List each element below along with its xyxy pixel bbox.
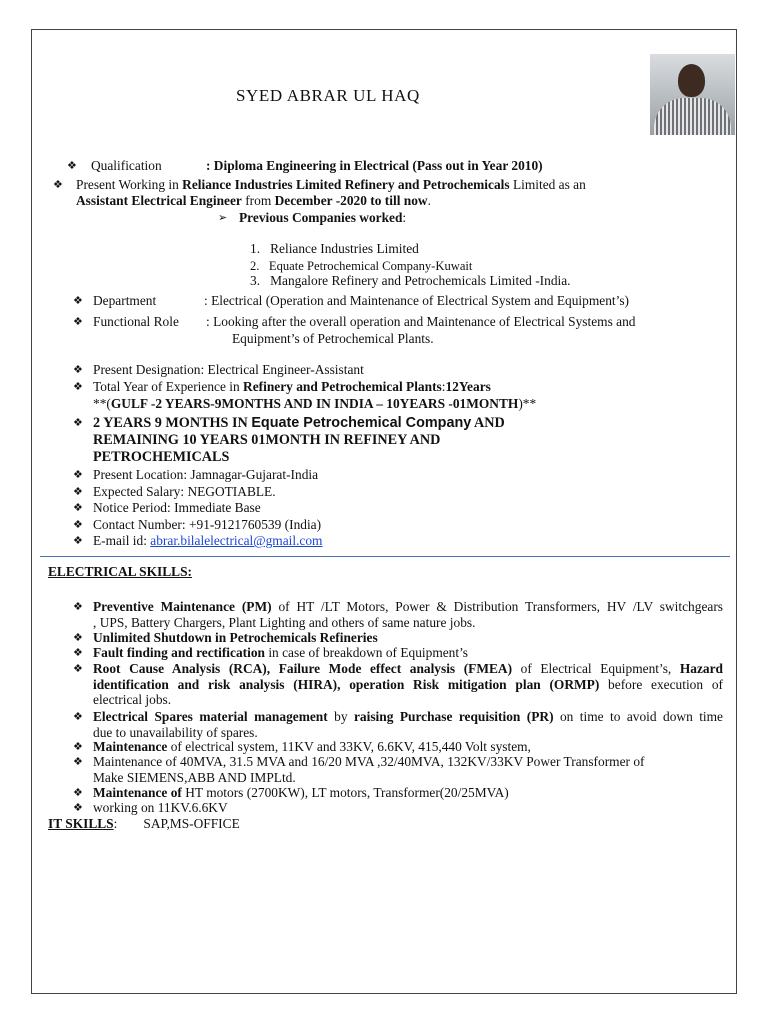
department-value: : Electrical (Operation and Maintenance of Electrical System and Equipment’s) xyxy=(204,293,629,308)
experience-detail: **(GULF -2 YEARS-9MONTHS AND IN INDIA – 10YEARS -01MONTH)** xyxy=(93,396,537,411)
skill-preventive-maintenance: Preventive Maintenance (PM) of HT /LT Motors, Power & Distribution Transformers, HV /LV switchgears , UPS, Battery Chargers, Plant Lighting and others of same nature jobs. xyxy=(93,599,723,630)
qualification-label: Qualification xyxy=(91,158,162,173)
diamond-bullet-icon: ❖ xyxy=(73,519,83,531)
email-link[interactable]: abrar.bilalelectrical@gmail.com xyxy=(150,533,323,548)
arrow-bullet-icon: ➢ xyxy=(218,212,228,224)
skill-working-voltage: working on 11KV.6.6KV xyxy=(93,800,228,815)
functional-role-continuation: Equipment’s of Petrochemical Plants. xyxy=(232,331,434,346)
diamond-bullet-icon: ❖ xyxy=(73,486,83,498)
electrical-skills-heading: ELECTRICAL SKILLS: xyxy=(48,564,193,579)
diamond-bullet-icon: ❖ xyxy=(73,469,83,481)
list-item: 1. Reliance Industries Limited xyxy=(250,241,419,256)
diamond-bullet-icon: ❖ xyxy=(73,502,83,514)
diamond-bullet-icon: ❖ xyxy=(73,787,83,799)
skill-maintenance-motors: Maintenance of HT motors (2700KW), LT motors, Transformer(20/25MVA) xyxy=(93,785,509,800)
diamond-bullet-icon: ❖ xyxy=(53,179,63,191)
diamond-bullet-icon: ❖ xyxy=(73,316,83,328)
functional-role-value: : Looking after the overall operation and Maintenance of Electrical Systems and xyxy=(206,314,636,329)
diamond-bullet-icon: ❖ xyxy=(73,663,83,675)
list-item: 3. Mangalore Refinery and Petrochemicals Limited -India. xyxy=(250,273,571,288)
diamond-bullet-icon: ❖ xyxy=(73,647,83,659)
it-skills-label: IT SKILLS xyxy=(48,816,114,831)
diamond-bullet-icon: ❖ xyxy=(73,295,83,307)
list-item: 2. Equate Petrochemical Company-Kuwait xyxy=(250,259,473,273)
qualification-value: : Diploma Engineering in Electrical (Pass out in Year 2010) xyxy=(206,158,543,173)
diamond-bullet-icon: ❖ xyxy=(73,381,83,393)
diamond-bullet-icon: ❖ xyxy=(73,632,83,644)
present-role-line: Assistant Electrical Engineer from December -2020 to till now. xyxy=(76,193,431,208)
diamond-bullet-icon: ❖ xyxy=(67,160,77,172)
skill-maintenance-system: Maintenance of electrical system, 11KV and 33KV, 6.6KV, 415,440 Volt system, xyxy=(93,739,531,754)
skill-root-cause-analysis: Root Cause Analysis (RCA), Failure Mode effect analysis (FMEA) of Electrical Equipment’s, Hazard identification and risk analysis (HIRA), operation Risk mitigation plan (ORMP) before execution of electrical jobs. xyxy=(93,661,723,708)
skill-shutdown: Unlimited Shutdown in Petrochemicals Refineries xyxy=(93,630,378,645)
diamond-bullet-icon: ❖ xyxy=(73,364,83,376)
diamond-bullet-icon: ❖ xyxy=(73,741,83,753)
skill-spares-management: Electrical Spares material management by raising Purchase requisition (PR) on time to avoid down time due to unavailability of spares. xyxy=(93,709,723,740)
it-skills-value: SAP,MS-OFFICE xyxy=(143,816,240,831)
profile-photo xyxy=(650,54,735,135)
diamond-bullet-icon: ❖ xyxy=(73,417,83,429)
present-working-text: Present Working in Reliance Industries Limited Refinery and Petrochemicals Limited as an xyxy=(76,177,586,192)
diamond-bullet-icon: ❖ xyxy=(73,601,83,613)
diamond-bullet-icon: ❖ xyxy=(73,756,83,768)
candidate-name: SYED ABRAR UL HAQ xyxy=(236,86,420,105)
diamond-bullet-icon: ❖ xyxy=(73,711,83,723)
skill-fault-finding: Fault finding and rectification in case of breakdown of Equipment’s xyxy=(93,645,469,660)
section-divider xyxy=(40,556,730,557)
skill-maintenance-transformers: Maintenance of 40MVA, 31.5 MVA and 16/20 MVA ,32/40MVA, 132KV/33KV Power Transformer of Make SIEMENS,ABB AND IMPLtd. xyxy=(93,754,645,785)
diamond-bullet-icon: ❖ xyxy=(73,802,83,814)
diamond-bullet-icon: ❖ xyxy=(73,535,83,547)
it-skills-line: IT SKILLS: SAP,MS-OFFICE xyxy=(48,816,240,831)
